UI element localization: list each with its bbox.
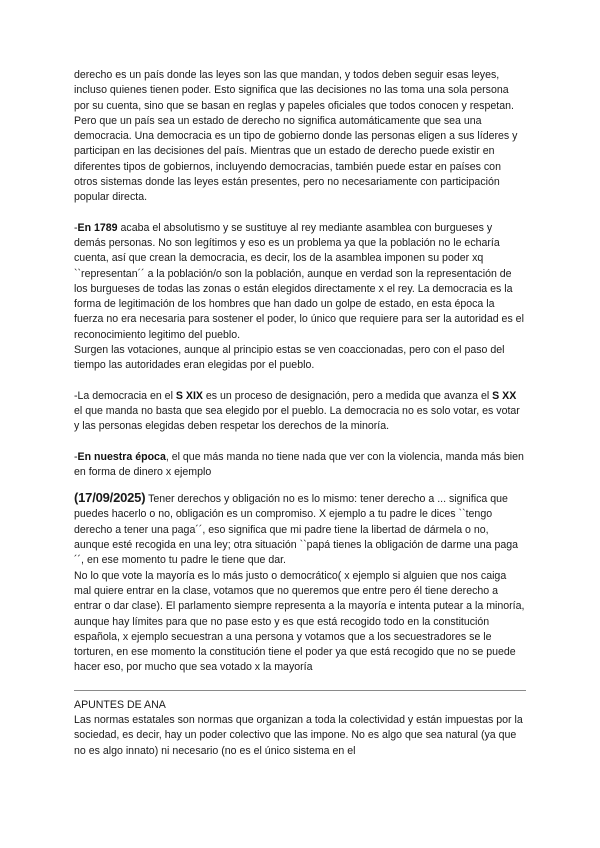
epoch-highlight: En nuestra época: [77, 450, 166, 463]
section-heading: APUNTES DE ANA: [74, 698, 166, 711]
paragraph-estado-de-derecho: derecho es un país donde las leyes son las que mandan, y todos deben seguir esas leyes, incluso quienes tienen poder. Esto significa que las decisiones no las toma una sola persona por su cuenta, sino que se basan en reglas y papeles oficiales que todos conocen y respetan. Pero que un país sea un estado de derecho no significa automáticamente que sea una democracia. Una democracia es un tipo de gobierno donde las personas eligen a sus líderes y participan en las decisiones del país. Mientras que un estado de derecho puede existir en diferentes tipos de gobiernos, incluyendo democracias, también puede estar en países con otros sistemas donde las leyes están presentes, pero no necesariamente con participación popular directa.: [74, 69, 518, 204]
paragraph-nuestra-epoca: -En nuestra época, el que más manda no tiene nada que ver con la violencia, manda más bien en forma de dinero x ejemplo: [74, 450, 524, 478]
document-page: [74, 68, 526, 759]
date-heading: (17/09/2025): [74, 490, 146, 506]
century-xx-highlight: S XX: [492, 389, 517, 402]
spacer: [74, 480, 526, 490]
spacer: [74, 435, 526, 450]
year-highlight: En 1789: [77, 221, 118, 234]
section-divider: [74, 690, 526, 691]
paragraph-siglos: -La democracia en el S XIX es un proceso de designación, pero a medida que avanza el S XX el que manda no basta que sea elegido por el pueblo. La democracia no es solo votar, es votar y las personas elegidas deben respetar los derechos de la minoría.: [74, 389, 520, 433]
spacer: [74, 206, 526, 221]
spacer: [74, 374, 526, 389]
paragraph-normas-estatales: Las normas estatales son normas que organizan a toda la colectividad y están impuestas por la sociedad, es decir, hay un poder colectivo que las impone. No es algo que sea natural (ya que no es algo innato) ni necesario (no es el único sistema en el: [74, 713, 523, 757]
paragraph-1789: -En 1789 acaba el absolutismo y se sustituye al rey mediante asamblea con burgueses y demás personas. No son legítimos y eso es un problema ya que la población no le echaría cuenta, así que crean la democracia, es decir, los de la asamblea imponen su poder xq ``representan´´ a la población/o son la población, aunque en verdad son la representación de los burgueses de todas las zonas o están elegidos directamente x el rey. La democracia es la forma de legitimación de los hombres que han dado un golpe de estado, en esta época la fuerza no era necesaria para sostener el poder, lo único que requiere para ser la autoridad es el reconocimiento legitimo del pueblo. Surgen las votaciones, aunque al principio estas se ven coaccionadas, pero con el paso del tiempo las autoridades eran elegidas por el pueblo.: [74, 221, 524, 372]
century-xix-highlight: S XIX: [175, 389, 203, 402]
paragraph-derechos-obligaciones: (17/09/2025) Tener derechos y obligación no es lo mismo: tener derecho a ... significa que puedes hacerlo o no, obligación es un compromiso. X ejemplo a tu padre le dices ``tengo derecho a tener una paga´´, eso significa que mi padre tiene la libertad de dármela o no, aunque esté recogida en una ley; otra situación ``papá tienes la obligación de darme una paga´´, en ese momento tu padre le tiene que dar. No lo que vote la mayoría es lo más justo o democrático( x ejemplo si alguien que nos caiga mal quiere entrar en la clase, votamos que no queremos que entre pero él tiene derecho a entrar o dar clase). El parlamento siempre representa a la mayoría e intenta putear a la minoría, aunque hay límites para que no pase esto y es que está recogido todo en la constitución española, x ejemplo secuestran a una persona y votamos que a los secuestradores se le torturen, en ese momento la constitución tiene el poder ya que está recogido que no se puede hacer eso, por mucho que sea votado x la mayoría: [74, 490, 525, 674]
